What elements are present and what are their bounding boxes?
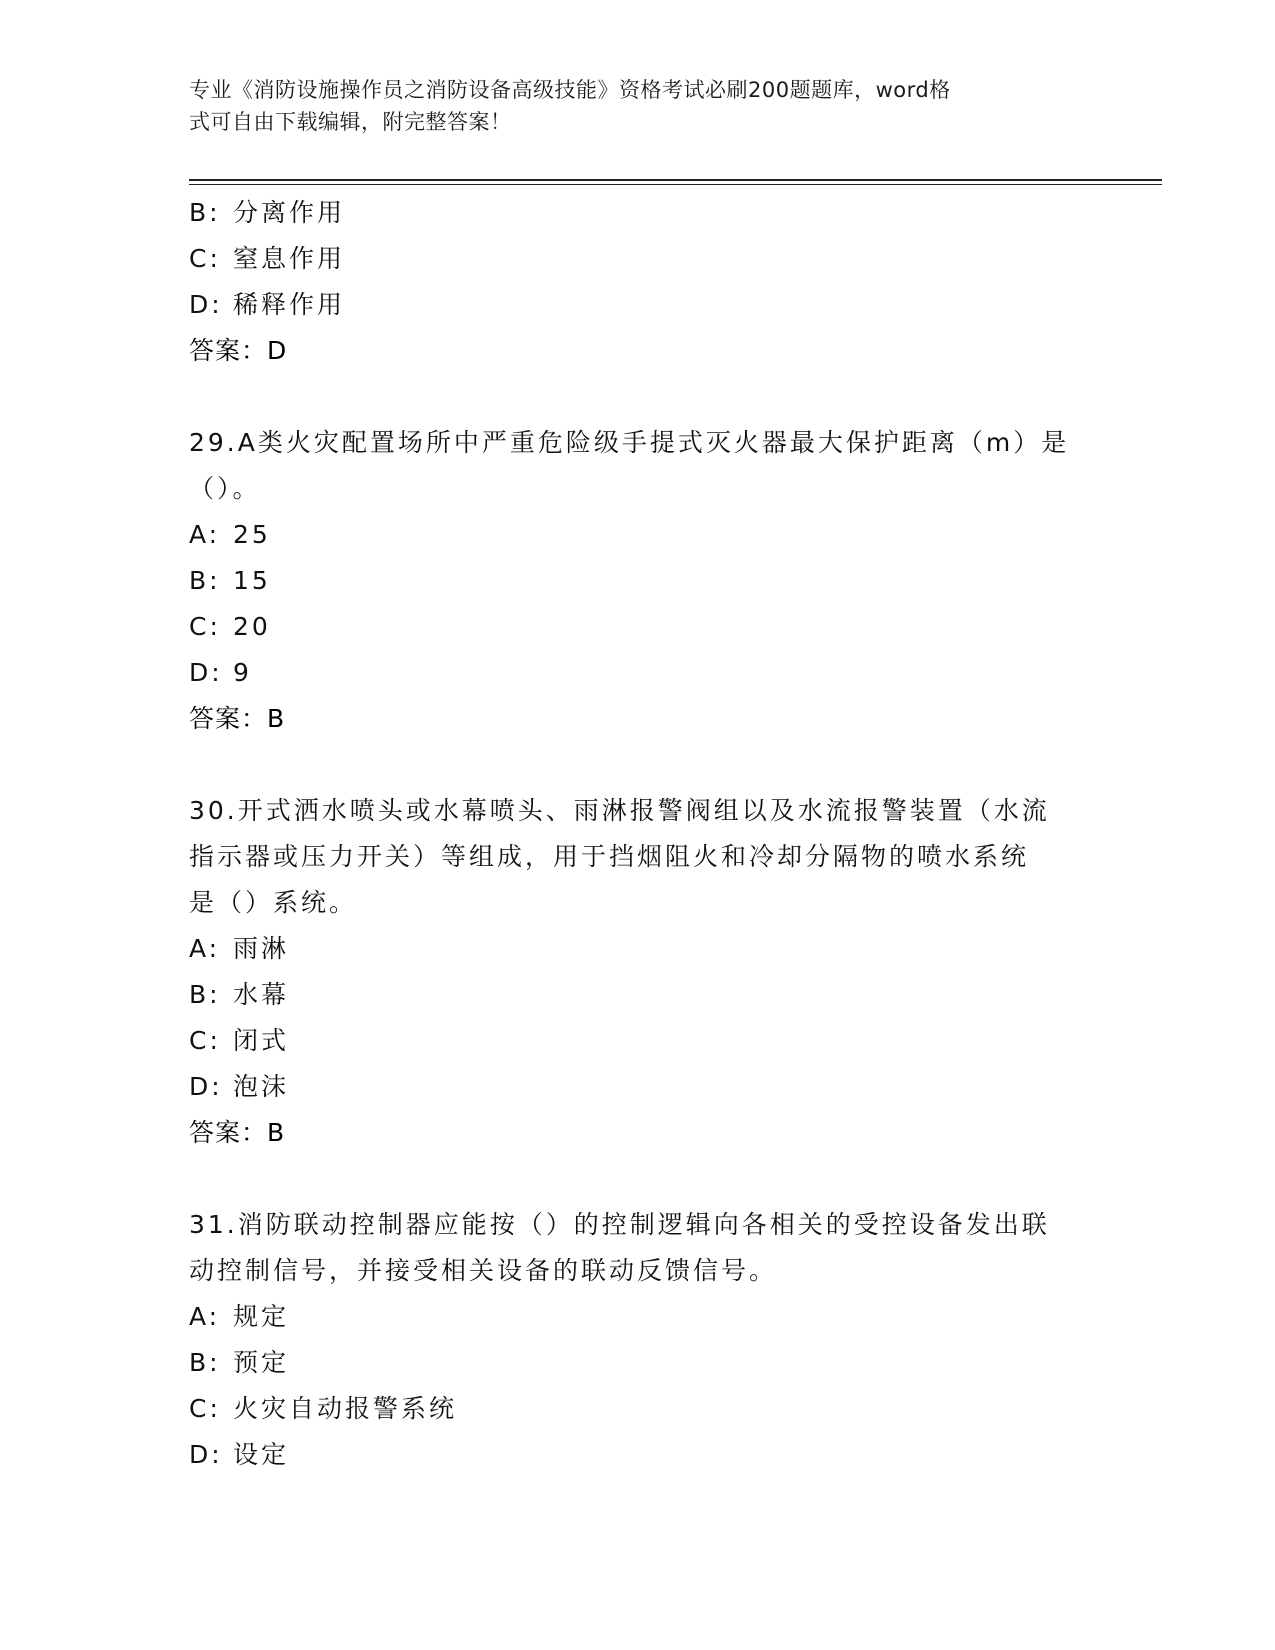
option-letter: A: xyxy=(189,520,221,549)
option-letter: B: xyxy=(189,1348,221,1377)
answer-line: 答案：B xyxy=(189,704,286,733)
option-text: 15 xyxy=(233,566,271,595)
prev-question xyxy=(189,190,1089,374)
option-letter: B: xyxy=(189,198,221,227)
question-29 xyxy=(189,420,1089,742)
option-b xyxy=(189,972,1089,1018)
option-a xyxy=(189,1294,1089,1340)
question-stem-line: （）。 xyxy=(189,474,261,503)
option-d xyxy=(189,1432,1089,1478)
question-30 xyxy=(189,788,1089,1156)
option-b xyxy=(189,190,1089,236)
header-text-line-1: 专业《消防设施操作员之消防设备高级技能》资格考试必刷200题题库，word格 xyxy=(189,78,951,102)
option-d xyxy=(189,1064,1089,1110)
option-letter: D: xyxy=(189,290,223,319)
option-text: 预定 xyxy=(233,1348,290,1377)
option-text: 25 xyxy=(233,520,271,549)
option-text: 窒息作用 xyxy=(233,244,346,273)
option-c xyxy=(189,236,1089,282)
option-c xyxy=(189,1018,1089,1064)
question-stem-line: 31.消防联动控制器应能按（）的控制逻辑向各相关的受控设备发出联 xyxy=(189,1210,1050,1239)
answer-line: 答案：D xyxy=(189,336,288,365)
option-b xyxy=(189,558,1089,604)
option-letter: D: xyxy=(189,1440,223,1469)
page-header xyxy=(189,74,1069,138)
option-text: 分离作用 xyxy=(233,198,346,227)
option-letter: C: xyxy=(189,1394,221,1423)
option-text: 稀释作用 xyxy=(233,290,346,319)
question-31 xyxy=(189,1202,1089,1478)
option-text: 20 xyxy=(233,612,271,641)
option-b xyxy=(189,1340,1089,1386)
option-letter: B: xyxy=(189,980,221,1009)
option-letter: D: xyxy=(189,1072,223,1101)
option-text: 9 xyxy=(233,658,252,687)
option-c xyxy=(189,1386,1089,1432)
option-letter: B: xyxy=(189,566,221,595)
question-stem-line: 29.A类火灾配置场所中严重危险级手提式灭火器最大保护距离（m）是 xyxy=(189,428,1070,457)
option-letter: C: xyxy=(189,1026,221,1055)
option-text: 水幕 xyxy=(233,980,290,1009)
option-text: 设定 xyxy=(233,1440,290,1469)
option-letter: A: xyxy=(189,934,221,963)
option-letter: C: xyxy=(189,244,221,273)
option-text: 闭式 xyxy=(233,1026,290,1055)
option-text: 火灾自动报警系统 xyxy=(233,1394,458,1423)
header-text-line-2: 式可自由下载编辑，附完整答案！ xyxy=(189,110,512,134)
option-a xyxy=(189,512,1089,558)
option-text: 雨淋 xyxy=(233,934,290,963)
question-stem-line: 30.开式洒水喷头或水幕喷头、雨淋报警阀组以及水流报警装置（水流 xyxy=(189,796,1050,825)
option-text: 规定 xyxy=(233,1302,290,1331)
question-stem-line: 动控制信号，并接受相关设备的联动反馈信号。 xyxy=(189,1256,778,1285)
option-a xyxy=(189,926,1089,972)
header-divider-thin xyxy=(189,184,1162,185)
question-stem-line: 指示器或压力开关）等组成，用于挡烟阻火和冷却分隔物的喷水系统 xyxy=(189,842,1030,871)
option-d xyxy=(189,650,1089,696)
option-letter: D: xyxy=(189,658,223,687)
question-list xyxy=(189,190,1089,1478)
answer-line: 答案：B xyxy=(189,1118,286,1147)
option-c xyxy=(189,604,1089,650)
option-letter: A: xyxy=(189,1302,221,1331)
option-text: 泡沫 xyxy=(233,1072,290,1101)
option-letter: C: xyxy=(189,612,221,641)
header-divider-thick xyxy=(189,179,1162,181)
option-d xyxy=(189,282,1089,328)
question-stem-line: 是（）系统。 xyxy=(189,888,358,917)
